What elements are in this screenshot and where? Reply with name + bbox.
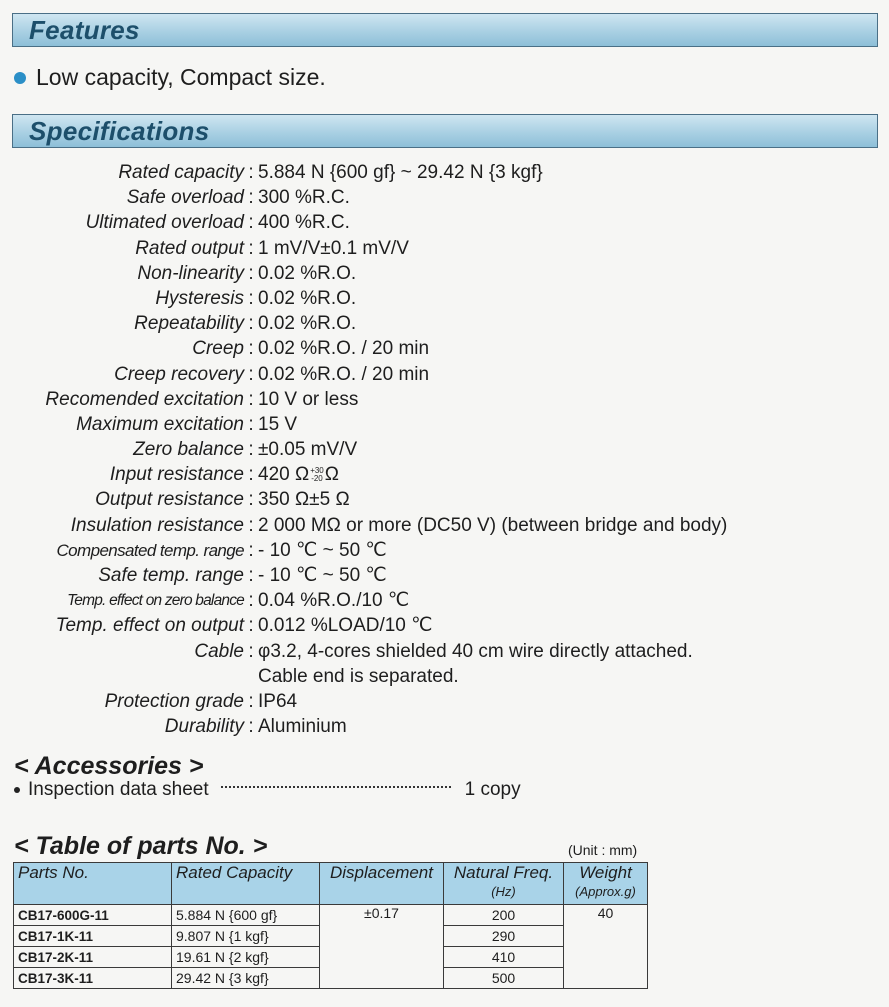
spec-row: Hysteresis : 0.02 %R.O. (0, 286, 889, 311)
cell-natural-freq: 500 (444, 968, 564, 989)
unit-note: (Unit : mm) (568, 842, 638, 858)
spec-value: 5.884 N {600 gf} ~ 29.42 N {3 kgf} (258, 162, 543, 183)
spec-value: 1 mV/V±0.1 mV/V (258, 237, 409, 259)
cell-parts-no: CB17-2K-11 (14, 947, 172, 968)
spec-value: 0.02 %R.O. (258, 287, 357, 309)
spec-row: Rated capacity : 5.884 N {600 gf} ~ 29.42 N {3 kgf} (0, 160, 889, 185)
spec-label: Cable (194, 640, 244, 662)
spec-value: 300 %R.C. (258, 187, 350, 209)
spec-row: Safe overload : 300 %R.C. (0, 185, 889, 210)
spec-label: Temp. effect on zero balance (67, 592, 244, 610)
cell-natural-freq: 410 (444, 947, 564, 968)
spec-label: Hysteresis (155, 287, 244, 309)
parts-table-heading: < Table of parts No. > (14, 832, 268, 860)
spec-label: Zero balance (133, 439, 244, 461)
spec-value: 0.02 %R.O. (258, 313, 357, 335)
spec-row: Recomended excitation : 10 V or less (0, 387, 889, 412)
bullet-icon (14, 72, 26, 84)
input-resistance-unit: Ω (324, 464, 339, 486)
spec-label: Safe temp. range (98, 565, 244, 586)
header-displacement: Displacement (320, 863, 444, 905)
spec-value (258, 462, 889, 487)
input-resistance-value: 420 Ω (258, 464, 310, 486)
dotted-leader (221, 786, 451, 788)
spec-value: - 10 ℃ ~ 50 ℃ (258, 539, 387, 561)
spec-value: 0.02 %R.O. / 20 min (258, 338, 430, 360)
features-heading: Features (29, 15, 140, 45)
spec-value: ±0.05 mV/V (258, 439, 358, 461)
cell-parts-no: CB17-1K-11 (14, 926, 172, 947)
specifications-heading: Specifications (29, 116, 210, 146)
spec-row: Output resistance : 350 Ω±5 Ω (0, 487, 889, 512)
spec-row: Repeatability : 0.02 %R.O. (0, 311, 889, 336)
header-weight: Weight (Approx.g) (564, 863, 648, 905)
accessory-qty: 1 copy (464, 779, 521, 800)
spec-row: Creep : 0.02 %R.O. / 20 min (0, 336, 889, 361)
header-natural-freq: Natural Freq. (Hz) (444, 863, 564, 905)
cell-parts-no: CB17-3K-11 (14, 968, 172, 989)
spec-label: Maximum excitation (76, 413, 244, 435)
cell-rated-capacity: 29.42 N {3 kgf} (172, 968, 320, 989)
spec-value: 0.02 %R.O. (258, 262, 357, 284)
specifications-heading-bar (12, 114, 878, 148)
bullet-icon (14, 787, 20, 793)
spec-label: Rated output (135, 237, 244, 259)
spec-label: Creep (192, 338, 244, 360)
spec-label: Creep recovery (114, 363, 244, 385)
spec-row: Input resistance : 420 Ω+30 -20 Ω (0, 462, 889, 487)
features-heading-bar (12, 13, 878, 47)
spec-label: Protection grade (104, 690, 244, 712)
feature-item (14, 64, 326, 91)
spec-row: Temp. effect on zero balance : 0.04 %R.O./10 ℃ (0, 588, 889, 613)
parts-table (13, 862, 648, 989)
spec-label: Durability (164, 716, 244, 738)
spec-row: Ultimated overload : 400 %R.C. (0, 210, 889, 235)
cable-line-2: Cable end is separated. (258, 665, 459, 687)
spec-row: Zero balance : ±0.05 mV/V (0, 437, 889, 462)
spec-row: Protection grade : IP64 (0, 689, 889, 714)
spec-label: Rated capacity (118, 162, 244, 183)
cell-rated-capacity: 9.807 N {1 kgf} (172, 926, 320, 947)
spec-label: Safe overload (126, 187, 244, 209)
spec-value: 350 Ω±5 Ω (258, 489, 350, 511)
cable-line-1: φ3.2, 4-cores shielded 40 cm wire directly attached. (258, 640, 693, 662)
specifications-list (0, 160, 889, 739)
spec-label: Compensated temp. range (56, 540, 244, 560)
cell-parts-no: CB17-600G-11 (14, 905, 172, 926)
spec-label: Insulation resistance (70, 514, 244, 536)
spec-row: Creep recovery : 0.02 %R.O. / 20 min (0, 362, 889, 387)
header-parts-no: Parts No. (14, 863, 172, 905)
spec-row: Compensated temp. range : - 10 ℃ ~ 50 ℃ (0, 538, 889, 563)
spec-value: 400 %R.C. (258, 212, 350, 234)
spec-label: Input resistance (109, 464, 244, 486)
feature-item-text: Low capacity, Compact size. (36, 64, 326, 90)
spec-label: Output resistance (95, 489, 244, 511)
spec-value: 0.02 %R.O. / 20 min (258, 363, 430, 385)
spec-row: Temp. effect on output : 0.012 %LOAD/10 ℃ (0, 613, 889, 638)
spec-row: Cable : φ3.2, 4-cores shielded 40 cm wire directly attached. Cable end is separated. (0, 639, 889, 689)
spec-row: Rated output : 1 mV/V±0.1 mV/V (0, 236, 889, 261)
accessory-name: Inspection data sheet (28, 779, 209, 800)
accessory-item (14, 779, 521, 801)
spec-label: Non-linearity (137, 262, 244, 284)
spec-label: Recomended excitation (45, 388, 244, 410)
spec-row: Insulation resistance : 2 000 MΩ or more (DC50 V) (between bridge and body) (0, 513, 889, 538)
cell-natural-freq: 200 (444, 905, 564, 926)
spec-label: Repeatability (134, 313, 244, 335)
cell-displacement: ±0.17 (320, 905, 444, 989)
spec-row: Maximum excitation : 15 V (0, 412, 889, 437)
header-rated-capacity: Rated Capacity (172, 863, 320, 905)
spec-value: 0.04 %R.O./10 ℃ (258, 590, 410, 612)
spec-label: Ultimated overload (85, 212, 244, 234)
spec-row: Durability : Aluminium (0, 714, 889, 739)
spec-value: 0.012 %LOAD/10 ℃ (258, 615, 433, 637)
spec-value: IP64 (258, 690, 298, 712)
tolerance: +30 -20 (310, 466, 324, 484)
cell-rated-capacity: 5.884 N {600 gf} (172, 905, 320, 926)
spec-value: - 10 ℃ ~ 50 ℃ (258, 565, 387, 586)
cell-weight: 40 (564, 905, 648, 989)
spec-value: 15 V (258, 413, 298, 435)
spec-row: Non-linearity : 0.02 %R.O. (0, 261, 889, 286)
cell-rated-capacity: 19.61 N {2 kgf} (172, 947, 320, 968)
spec-value (258, 639, 889, 689)
spec-value: 2 000 MΩ or more (DC50 V) (between bridge and body) (258, 514, 728, 536)
spec-value: Aluminium (258, 716, 347, 738)
spec-label: Temp. effect on output (55, 615, 244, 637)
table-header-row (14, 863, 648, 905)
table-row (14, 905, 648, 926)
spec-value: 10 V or less (258, 388, 359, 410)
spec-row: Safe temp. range : - 10 ℃ ~ 50 ℃ (0, 563, 889, 588)
cell-natural-freq: 290 (444, 926, 564, 947)
accessories-heading: < Accessories > (14, 752, 204, 780)
